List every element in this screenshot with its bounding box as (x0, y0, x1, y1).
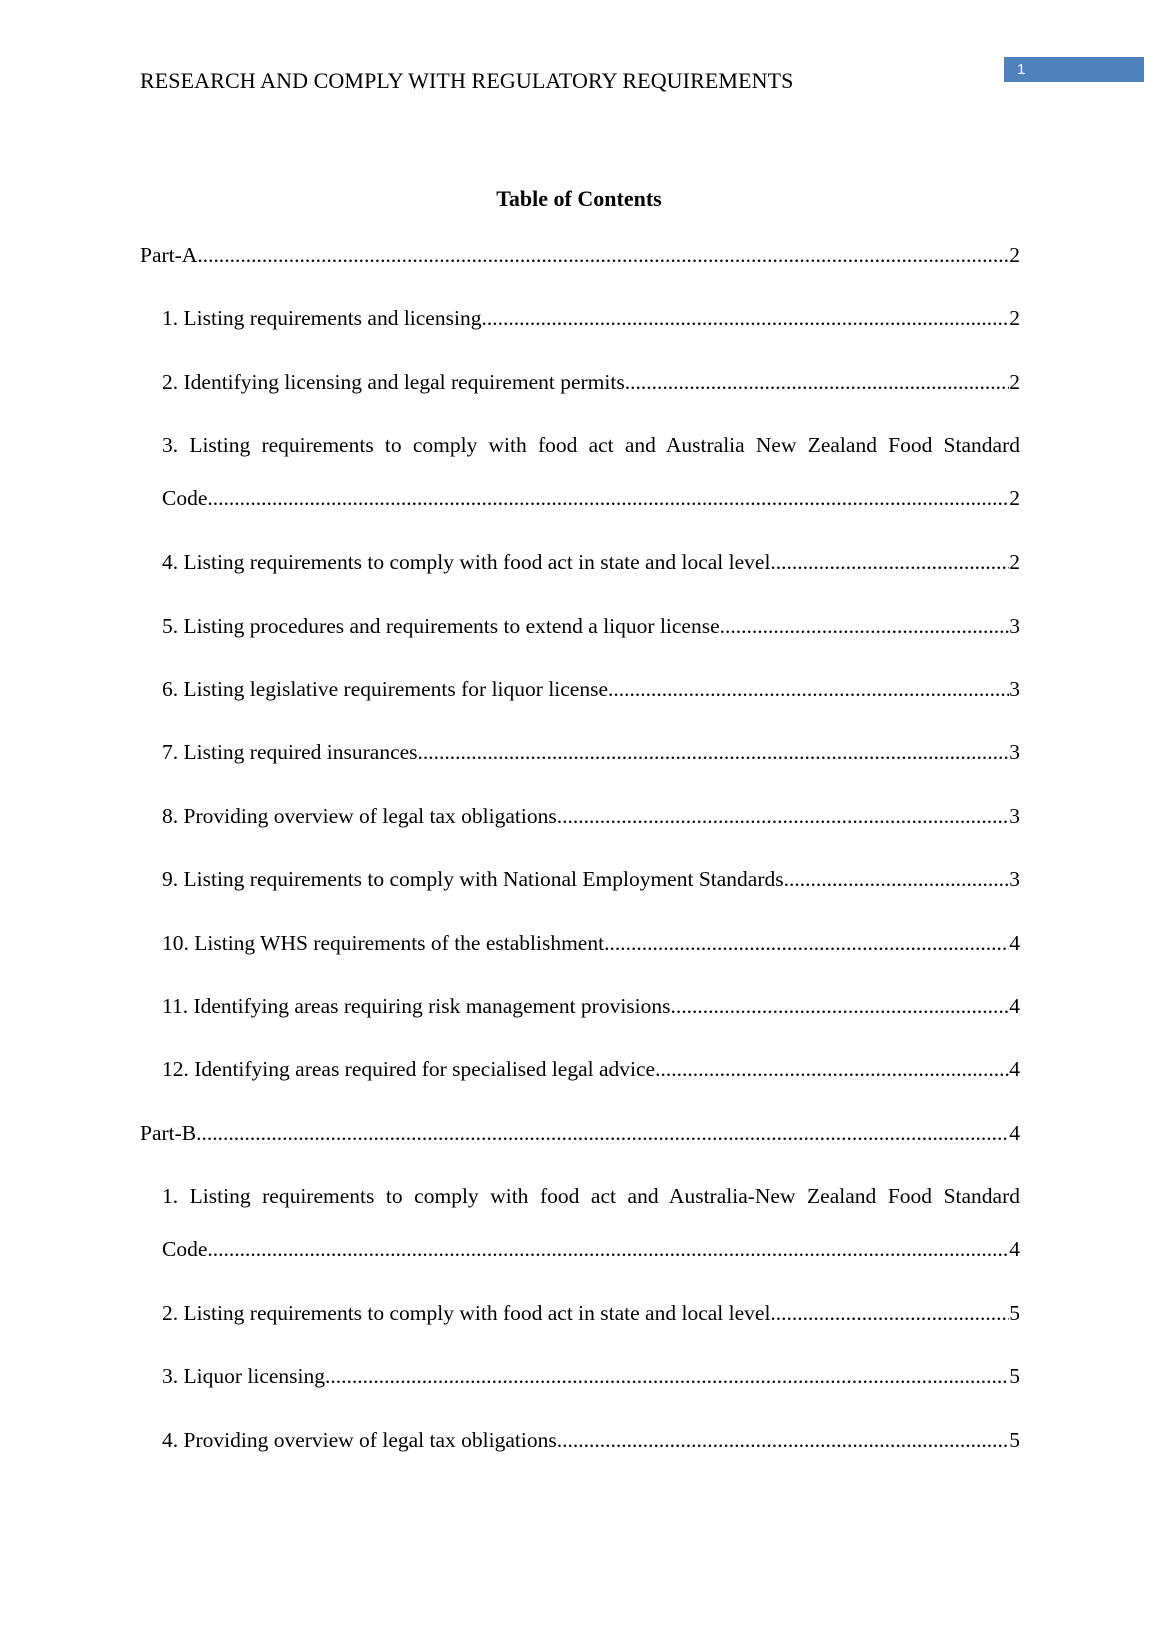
toc-page-number: 3 (1009, 803, 1020, 828)
dot-leader (655, 1052, 1009, 1086)
toc-title: Table of Contents (496, 186, 662, 211)
toc-page-number: 2 (1009, 306, 1020, 331)
toc-page-number: 2 (1009, 243, 1020, 267)
toc-entry-a12[interactable] (140, 1052, 1020, 1115)
toc-entry-text: Part-A (140, 243, 198, 267)
toc-page-number: 3 (1009, 676, 1020, 701)
dot-leader (197, 238, 1009, 272)
toc-entry-text: 11. Identifying areas requiring risk management provisions (162, 993, 671, 1018)
toc-entry-text: 3. Listing requirements to comply with food act and Australia New Zealand Food Standard (162, 433, 1020, 458)
toc-page-number: 4 (1009, 1237, 1020, 1262)
toc-entry-text-continued: Code (162, 486, 208, 511)
toc-entry-text: 5. Listing procedures and requirements to extend a liquor license (162, 613, 720, 638)
table-of-contents (140, 238, 1020, 1486)
dot-leader (625, 365, 1010, 399)
toc-page-number: 4 (1009, 1120, 1020, 1145)
toc-entry-text-continued: Code (162, 1237, 208, 1262)
dot-leader (557, 799, 1010, 833)
dot-leader (207, 481, 1009, 515)
dot-leader (770, 1296, 1009, 1330)
toc-entry-a1[interactable] (140, 301, 1020, 364)
toc-entry-a7[interactable] (140, 735, 1020, 798)
dot-leader (325, 1359, 1009, 1393)
toc-entry-b2[interactable] (140, 1296, 1020, 1359)
toc-entry-a4[interactable] (140, 545, 1020, 608)
toc-entry-part-b[interactable] (140, 1116, 1020, 1179)
dot-leader (207, 1232, 1009, 1266)
toc-page-number: 2 (1009, 550, 1020, 575)
toc-entry-text: 2. Listing requirements to comply with food act in state and local level (162, 1301, 771, 1326)
toc-page-number: 3 (1009, 867, 1020, 892)
toc-page-number: 5 (1009, 1301, 1020, 1326)
toc-entry-a2[interactable] (140, 365, 1020, 428)
toc-page-number: 4 (1009, 993, 1020, 1018)
toc-entry-text: 1. Listing requirements to comply with food act and Australia-New Zealand Food Standard (162, 1184, 1020, 1209)
dot-leader (720, 609, 1010, 643)
dot-leader (418, 735, 1010, 769)
toc-page-number: 5 (1009, 1427, 1020, 1452)
toc-entry-a5[interactable] (140, 609, 1020, 672)
toc-entry-text: 2. Identifying licensing and legal requirement permits (162, 369, 625, 394)
toc-entry-text: 8. Providing overview of legal tax obligations (162, 803, 557, 828)
toc-entry-a10[interactable] (140, 926, 1020, 989)
toc-page-number: 2 (1009, 486, 1020, 511)
toc-entry-text: 3. Liquor licensing (162, 1364, 326, 1389)
dot-leader (604, 926, 1009, 960)
toc-entry-b1[interactable] (140, 1179, 1020, 1296)
toc-entry-a11[interactable] (140, 989, 1020, 1052)
toc-entry-text: 4. Providing overview of legal tax obligations (162, 1427, 557, 1452)
toc-page-number: 2 (1009, 369, 1020, 394)
toc-page-number: 3 (1009, 613, 1020, 638)
toc-entry-text: 6. Listing legislative requirements for liquor license (162, 676, 609, 701)
toc-page-number: 3 (1009, 740, 1020, 765)
toc-entry-text: 10. Listing WHS requirements of the establishment (162, 930, 605, 955)
toc-page-number: 4 (1009, 1057, 1020, 1082)
toc-entry-text: 12. Identifying areas required for specialised legal advice (162, 1057, 656, 1082)
running-header: RESEARCH AND COMPLY WITH REGULATORY REQUIREMENTS (140, 68, 794, 93)
toc-entry-a8[interactable] (140, 799, 1020, 862)
toc-entry-text: 4. Listing requirements to comply with food act in state and local level (162, 550, 771, 575)
dot-leader (196, 1116, 1009, 1150)
toc-entry-b3[interactable] (140, 1359, 1020, 1422)
toc-entry-text: 9. Listing requirements to comply with National Employment Standards (162, 867, 784, 892)
dot-leader (557, 1423, 1010, 1457)
toc-entry-b4[interactable] (140, 1423, 1020, 1486)
dot-leader (481, 301, 1009, 335)
toc-entry-part-a[interactable] (140, 238, 1020, 301)
dot-leader (671, 989, 1010, 1023)
toc-entry-text: Part-B (140, 1120, 197, 1145)
page-number-badge: 1 (1004, 57, 1144, 82)
toc-entry-a3[interactable] (140, 428, 1020, 545)
dot-leader (770, 545, 1009, 579)
toc-page-number: 5 (1009, 1364, 1020, 1389)
toc-entry-a6[interactable] (140, 672, 1020, 735)
toc-page-number: 4 (1009, 930, 1020, 955)
toc-entry-text: 1. Listing requirements and licensing (162, 306, 482, 331)
dot-leader (608, 672, 1009, 706)
toc-entry-a9[interactable] (140, 862, 1020, 925)
toc-entry-text: 7. Listing required insurances (162, 740, 418, 765)
dot-leader (784, 862, 1010, 896)
